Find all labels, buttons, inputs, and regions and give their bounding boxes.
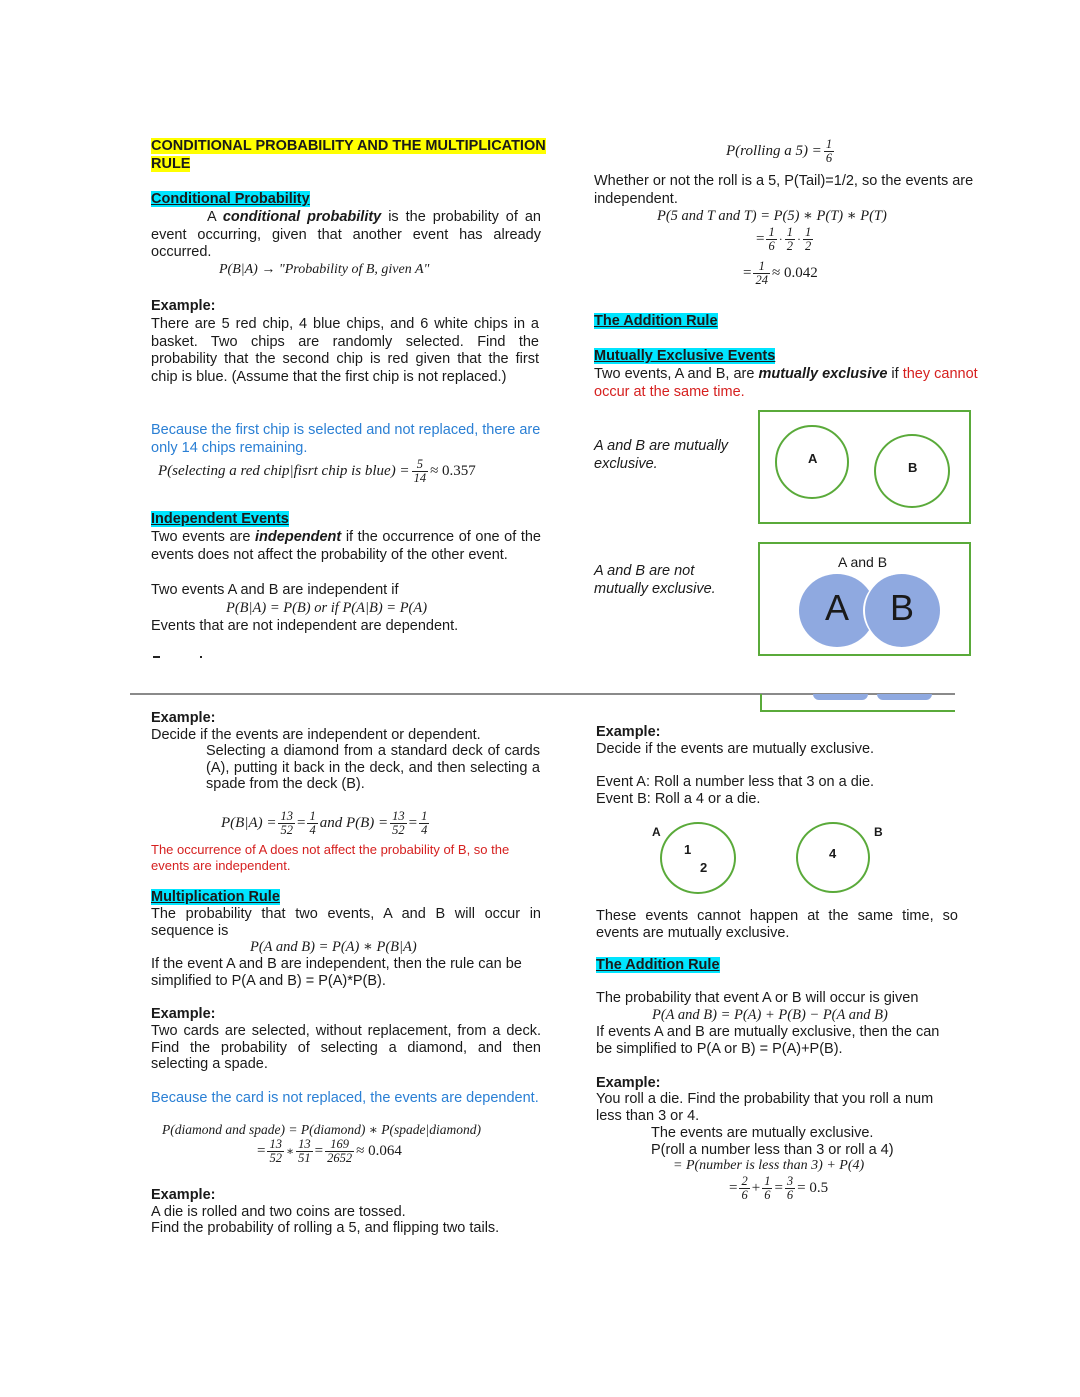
example-1-note: Because the first chip is selected and not replaced, there are only 14 chips remaining. [151, 422, 541, 456]
example-5-line1: Decide if the events are mutually exclusive. [596, 741, 875, 757]
example-5-event-a: Event A: Roll a number less that 3 on a die. [596, 774, 875, 790]
example-3-calculation: = $\frac{13}{52}$ ∗ $\frac{13}{51}$ = $\frac{169}{2652}$ ≈ 0.064 [257, 1137, 402, 1165]
venn-intersection-label: A and B [838, 554, 888, 570]
multiplication-line2: If the event A and B are independent, then the rule can be simplified to P(A and B) = P(A)*P(B). [151, 956, 522, 989]
example-6-probability-line: P(roll a number less than 3 or roll a 4) [651, 1142, 894, 1158]
independent-formula: P(B|A) = P(B) or if P(A|B) = P(A) [226, 600, 428, 616]
dice-coin-result: = $\frac{1}{24}$ ≈ 0.042 [743, 259, 818, 287]
multiplication-formula: P(A and B) = P(A) ∗ P(B|A) [250, 939, 417, 955]
example-6-formula: = P(number is less than 3) + P(4) [673, 1158, 865, 1173]
example-5-conclusion: These events cannot happen at the same time, so events are mutually exclusive. [596, 908, 958, 941]
example-2-formula: P(B|A) = $\frac{13}{52}$ = $\frac{1}{4}$ and P(B) = $\frac{13}{52}$ = $\frac{1}{4}$ [221, 809, 428, 837]
not-me-label: A and B are not mutually exclusive. [594, 563, 716, 597]
dice-coin-step1: = $\frac{1}{6}$ · $\frac{1}{2}$ · $\frac{1}{2}$ [756, 225, 812, 253]
conditional-definition: A conditional probability is the probability of an event occurring, given that another event has already occurred. [151, 209, 541, 260]
independent-heading: Independent Events [151, 511, 289, 527]
example-1-equation: P(selecting a red chip|fisrt chip is blue) = $\frac{5}{14}$ ≈ 0.357 [158, 457, 476, 485]
dice-coin-formula: P(5 and T and T) = P(5) ∗ P(T) ∗ P(T) [657, 208, 887, 224]
addition-rule-heading-2: The Addition Rule [596, 957, 720, 973]
venn-overlap-circle-b: B [863, 574, 940, 647]
example-6-label: Example: [596, 1075, 661, 1091]
venn-circle-b: B [874, 434, 950, 508]
example-6-text: You roll a die. Find the probability that you roll a num less than 3 or 4. [596, 1091, 934, 1124]
venn-mutually-exclusive [758, 410, 971, 524]
example-3-note: Because the card is not replaced, the events are dependent. [151, 1090, 539, 1106]
example-2-note: The occurrence of A does not affect the probability of B, so the events are independent. [151, 842, 510, 873]
example-2-text: Selecting a diamond from a standard deck of cards (A), putting it back in the deck, and then selecting a spade from the deck (B). [206, 743, 540, 792]
example-6-calculation: = $\frac{2}{6}$ + $\frac{1}{6}$ = $\frac{3}{6}$ = 0.5 [729, 1174, 829, 1202]
example-1-label: Example: [151, 298, 216, 314]
example-3-text: Two cards are selected, without replacement, from a deck. Find the probability of selecting a diamond, and then selecting a spade. [151, 1023, 541, 1072]
box-remnant [760, 694, 955, 712]
event-a-circle: 1 2 [660, 822, 736, 894]
example-3-label: Example: [151, 1006, 216, 1022]
example-3-formula: P(diamond and spade) = P(diamond) ∗ P(spade|diamond) [162, 1122, 481, 1137]
example-1-text: There are 5 red chip, 4 blue chips, and 6 white chips in a basket. Two chips are randomly selected. Find the probability that the second chip is red given that the first chip is blue. (Assume that the first chip is not replaced.) [151, 316, 539, 385]
title-text: CONDITIONAL PROBABILITY AND THE MULTIPLICATION RULE [151, 138, 546, 172]
event-b-circle: 4 [796, 822, 870, 893]
venn-circle-a: A [775, 425, 849, 499]
mutually-exclusive-definition: Two events, A and B, are mutually exclusive if they cannot occur at the same time. [594, 366, 978, 400]
example-4-line1: A die is rolled and two coins are tossed. [151, 1204, 406, 1220]
independent-line2: Two events A and B are independent if [151, 582, 399, 598]
conditional-heading: Conditional Probability [151, 191, 310, 207]
addition-rule-line2: If events A and B are mutually exclusive, then the can be simplified to P(A or B) = P(A)+P(B). [596, 1024, 940, 1057]
independent-definition: Two events are independent if the occurrence of one of the events does not affect the probability of the other event. [151, 529, 541, 563]
example-2-line1: Decide if the events are independent or dependent. [151, 727, 481, 743]
event-a-circle-label: A [652, 825, 661, 839]
multiplication-text: The probability that two events, A and B will occur in sequence is [151, 906, 541, 939]
example-2-label: Example: [151, 710, 216, 726]
independent-line3: Events that are not independent are dependent. [151, 618, 459, 634]
example-5-event-b: Event B: Roll a 4 or a die. [596, 791, 761, 807]
conditional-notation: P(B|A) → "Probability of B, given A" [219, 262, 430, 277]
venn-overlap-circle-a: A [799, 574, 875, 647]
stray-mark [153, 656, 160, 658]
independence-explanation: Whether or not the roll is a 5, P(Tail)=1/2, so the events are independent. [594, 173, 974, 207]
example-6-mutually-exclusive: The events are mutually exclusive. [651, 1125, 874, 1141]
venn-not-mutually-exclusive [758, 542, 971, 656]
event-b-circle-label: B [874, 825, 883, 839]
page-title [151, 138, 551, 173]
mutually-exclusive-heading: Mutually Exclusive Events [594, 348, 776, 364]
me-label: A and B are mutually exclusive. [594, 438, 729, 472]
stray-dot [200, 656, 202, 658]
multiplication-heading: Multiplication Rule [151, 889, 280, 905]
roll-probability: P(rolling a 5) = $\frac{1}{6}$ [726, 137, 833, 165]
example-4-label: Example: [151, 1187, 216, 1203]
addition-rule-heading-1: The Addition Rule [594, 313, 718, 329]
addition-rule-text: The probability that event A or B will occur is given [596, 990, 919, 1006]
example-5-label: Example: [596, 724, 661, 740]
example-4-line2: Find the probability of rolling a 5, and flipping two tails. [151, 1220, 500, 1236]
addition-rule-formula: P(A and B) = P(A) + P(B) − P(A and B) [652, 1007, 888, 1023]
